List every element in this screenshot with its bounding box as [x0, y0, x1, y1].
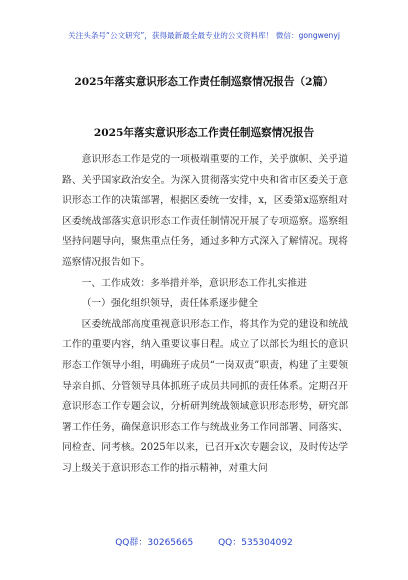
promo-banner: 关注头条号“公文研究”，获得最新最全最专业的公文资料库！ 微信：gongwenyj [68, 31, 340, 40]
intro-paragraph: 意识形态工作是党的一项极端重要的工作，关乎旗帜、关乎道路、关乎国家政治安全。为深入贯彻落实党中央和省市区委关于意识形态工作的决策部署，根据区委统一安排，x，区委第x巡察组对区委统战部落实意识形态工作责任制情况开展了专项巡察。巡察组坚持问题导向，聚焦重点任务，通过多种方式深入了解情况。现将巡察情况报告如下。 [62, 154, 348, 268]
heading-level-2: （一）强化组织领导，责任体系逐步健全 [81, 298, 258, 310]
heading-level-1: 一、工作成效：多举措并举，意识形态工作扎实推进 [81, 277, 307, 289]
body-paragraph: 区委统战部高度重视意识形态工作，将其作为党的建设和统战工作的重要内容，纳入重要议事日程。成立了以部长为组长的意识形态工作领导小组，明确班子成员“一岗双责”职责，构建了主要领导亲自抓、分管领导具体抓班子成员共同抓的责任体系。定期召开意识形态工作专题会议，分析研判统战领域意识形态形势，研究部署工作任务，确保意识形态工作与统战业务工作同部署、同落实、同检查、同考核。2025年以来，已召开x次专题会议，及时传达学习上级关于意识形态工作的指示精神，对重大问 [62, 318, 348, 474]
document-title: 2025年落实意识形态工作责任制巡察情况报告（2篇） [74, 76, 334, 88]
document-body [62, 150, 348, 480]
contact-footer [0, 535, 408, 548]
qq-contact-text: QQ：535304092 [218, 538, 293, 548]
qq-group-text: QQ群：30265665 [115, 538, 194, 548]
section-title: 2025年落实意识形态工作责任制巡察情况报告 [93, 127, 315, 139]
